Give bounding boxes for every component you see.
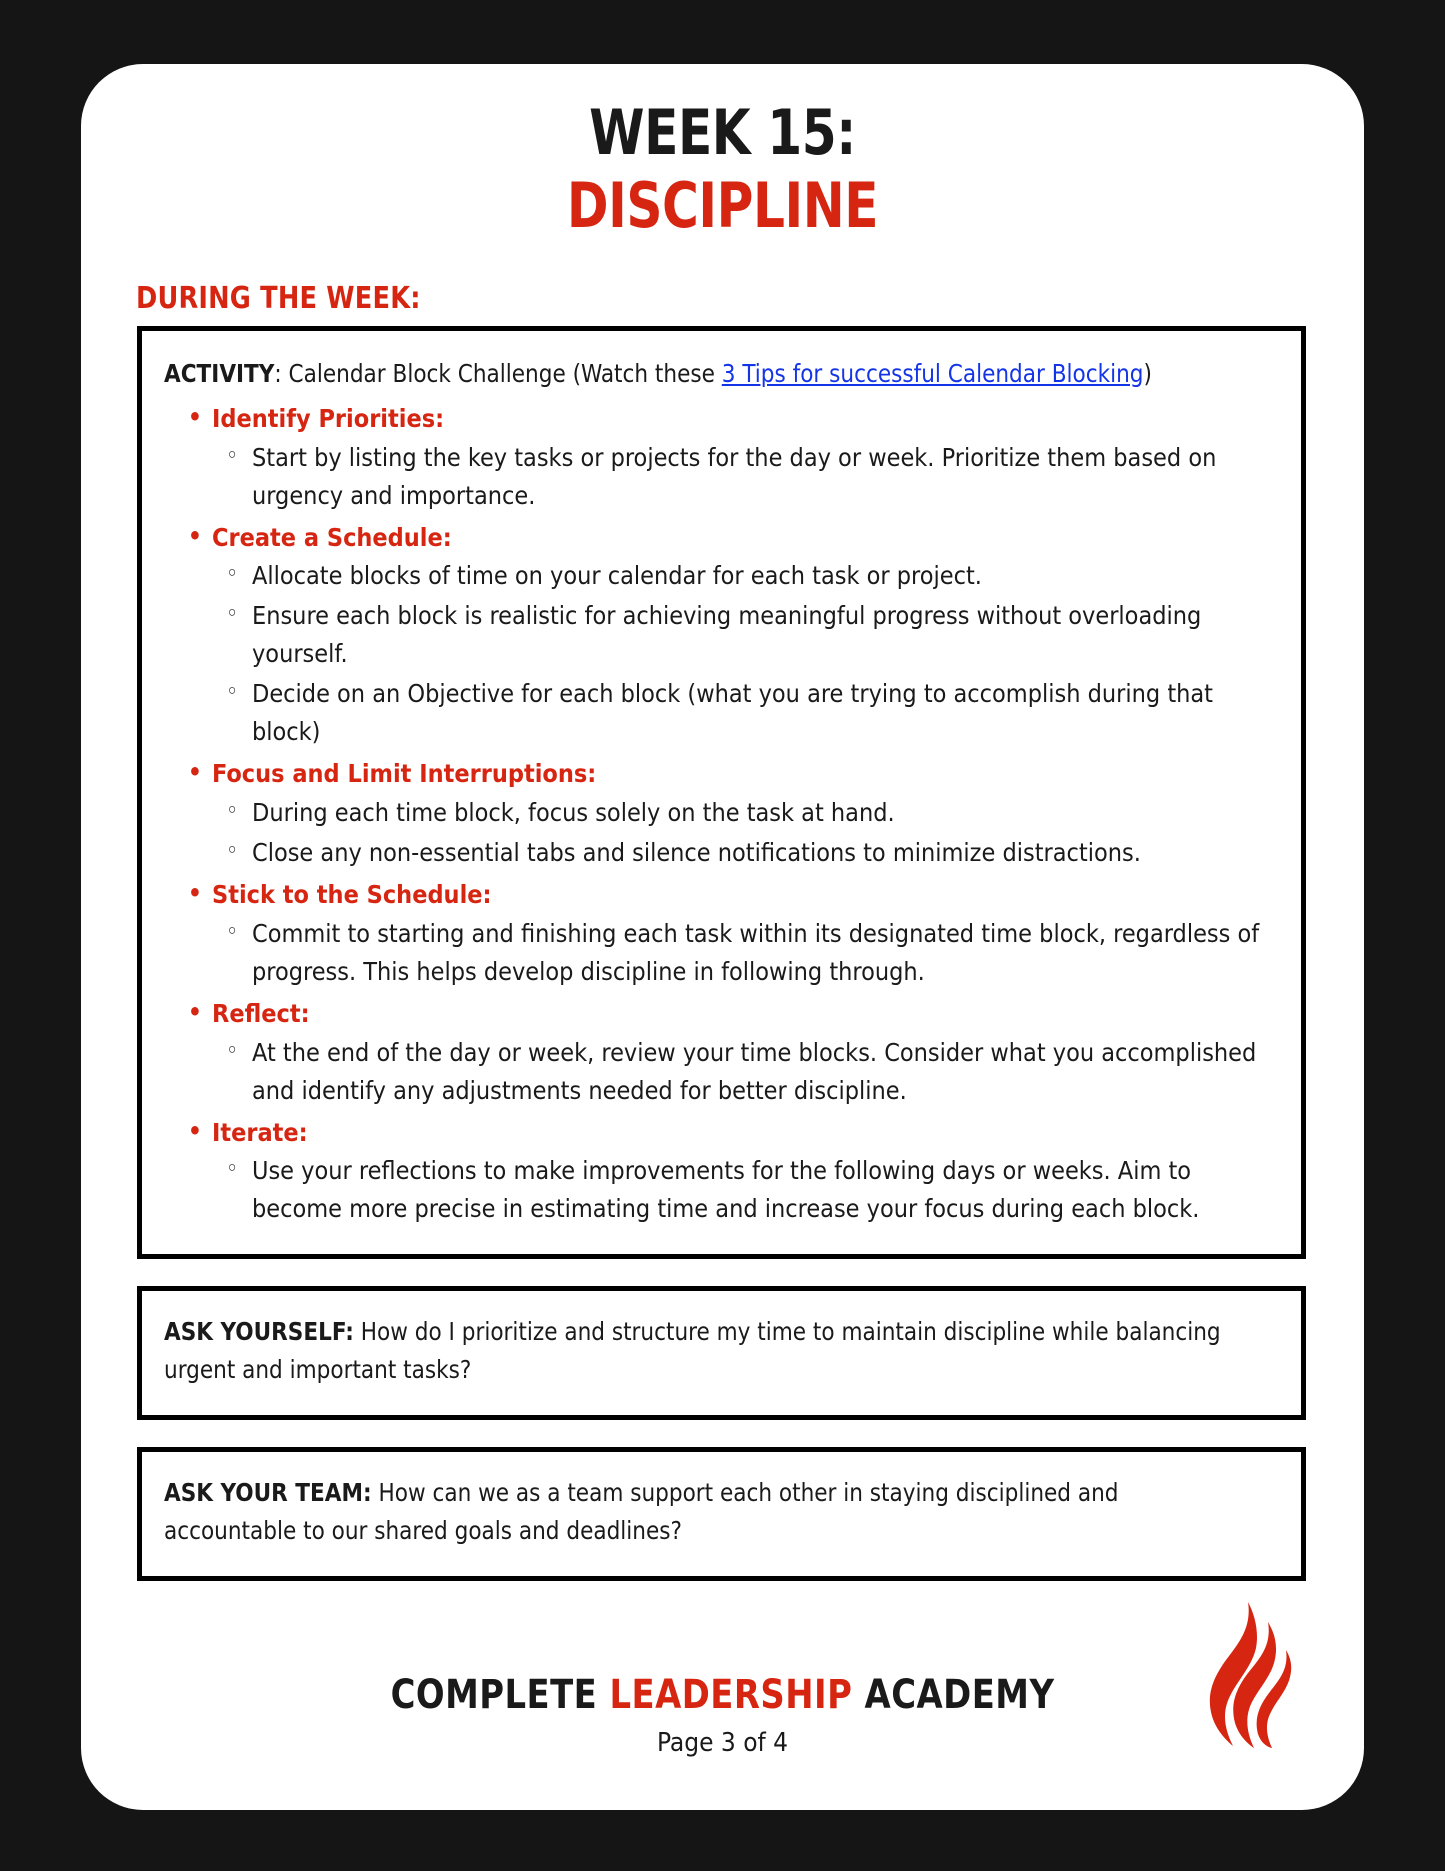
- activity-label-suffix: : Calendar Block Challenge (Watch these: [274, 358, 722, 388]
- ask-yourself-label: ASK YOURSELF:: [164, 1317, 354, 1347]
- activity-heading: • Create a Schedule:: [164, 519, 1279, 558]
- activity-sublist: [164, 794, 1279, 872]
- list-item: ◦ During each time block, focus solely on the task at hand.: [164, 794, 1279, 832]
- footer: [81, 1672, 1364, 1758]
- activity-heading: • Identify Priorities:: [164, 400, 1279, 439]
- ask-your-team-box: [137, 1447, 1306, 1581]
- list-item: ◦ Ensure each block is realistic for achieving meaningful progress without overloading yourself.: [164, 597, 1279, 673]
- ask-yourself-text: [164, 1313, 1234, 1389]
- list-item: [164, 1114, 1279, 1229]
- activity-sublist: [164, 557, 1279, 751]
- list-item: ◦ At the end of the day or week, review your time blocks. Consider what you accomplished and identify any adjustments needed for better discipline.: [164, 1034, 1279, 1110]
- brand-accent: LEADERSHIP: [609, 1672, 853, 1718]
- activity-tail: ): [1143, 358, 1152, 388]
- ask-yourself-box: [137, 1286, 1306, 1420]
- flame-logo-icon: [1186, 1598, 1306, 1748]
- activity-box: [137, 326, 1306, 1260]
- activity-heading: • Stick to the Schedule:: [164, 876, 1279, 915]
- activity-heading: • Focus and Limit Interruptions:: [164, 755, 1279, 794]
- topic-title: DISCIPLINE: [566, 169, 879, 243]
- list-item: ◦ Allocate blocks of time on your calendar for each task or project.: [164, 557, 1279, 595]
- page-title: [81, 98, 1364, 241]
- ask-your-team-text: [164, 1474, 1234, 1550]
- list-item: ◦ Use your reflections to make improvements for the following days or weeks. Aim to become more precise in estimating time and increase your focus during each block.: [164, 1152, 1279, 1228]
- list-item: ◦ Start by listing the key tasks or projects for the day or week. Prioritize them based on urgency and importance.: [164, 439, 1279, 515]
- ask-your-team-question: How can we as a team support each other in staying disciplined and accountable to our shared goals and deadlines?: [164, 1478, 1119, 1546]
- brand-part2: ACADEMY: [852, 1672, 1055, 1718]
- list-item: [164, 995, 1279, 1110]
- brand-wordmark: [119, 1672, 1325, 1718]
- brand-part1: COMPLETE: [390, 1672, 610, 1718]
- activity-sublist: [164, 1034, 1279, 1110]
- activity-heading: • Reflect:: [164, 995, 1279, 1034]
- calendar-blocking-link[interactable]: 3 Tips for successful Calendar Blocking: [721, 358, 1144, 388]
- activity-sublist: [164, 439, 1279, 515]
- ask-your-team-label: ASK YOUR TEAM:: [164, 1478, 372, 1508]
- list-item: [164, 400, 1279, 515]
- week-title: WEEK 15:: [589, 96, 856, 169]
- list-item: [164, 519, 1279, 752]
- activity-sublist: [164, 915, 1279, 991]
- activity-sublist: [164, 1152, 1279, 1228]
- list-item: ◦ Close any non-essential tabs and silence notifications to minimize distractions.: [164, 834, 1279, 872]
- activity-heading: • Iterate:: [164, 1114, 1279, 1153]
- ask-yourself-question: How do I prioritize and structure my time to maintain discipline while balancing urgent and important tasks?: [164, 1317, 1221, 1385]
- list-item: ◦ Commit to starting and finishing each task within its designated time block, regardless of progress. This helps develop discipline in following through.: [164, 915, 1279, 991]
- page-card: [81, 64, 1364, 1810]
- activity-line: [164, 355, 1234, 393]
- list-item: [164, 876, 1279, 991]
- list-item: [164, 755, 1279, 872]
- during-the-week-label: DURING THE WEEK:: [136, 280, 421, 316]
- activity-list: [164, 400, 1279, 1229]
- list-item: ◦ Decide on an Objective for each block (what you are trying to accomplish during that block): [164, 675, 1279, 751]
- activity-label: ACTIVITY: [164, 358, 275, 388]
- page-number: Page 3 of 4: [656, 1728, 789, 1758]
